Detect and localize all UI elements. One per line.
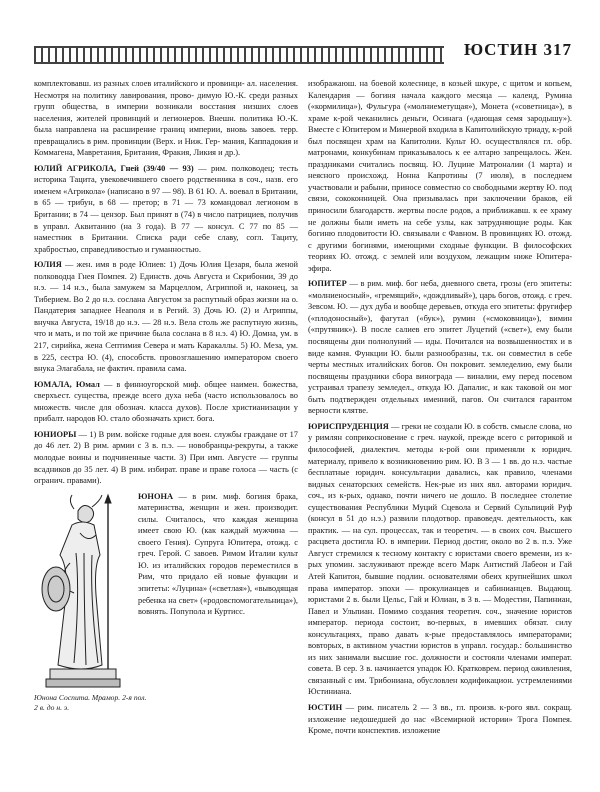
running-head: ЮСТИН 317 [464,40,572,59]
headword: ЮРИСПРУДЕНЦИЯ [308,421,389,431]
headword: ЮПИТЕР [308,279,347,289]
right-column [308,78,572,741]
entry-text: — рим. писатель 2 — 3 вв., гл. произв. к-рого явл. сокращ. изложение недошедшей до нас «Всемирной истории» Трога Помпея. Кроме, почти конспектив. изложение [308,702,572,736]
entry-text: — греки не создали Ю. в собств. смысле слова, но у римлян соприкосновение с греч. наукой, прежде всего с риторикой и философией, диалектич. методы к-рой они применяли к юридич. материалу, привело к возникновению рим. Ю. В 3 — 1 вв. до н.э. частые бесплатные юридич. консультации давались, как правило, членами видных сенаторских семейств. Нек-рые из них явл. авторами юридич. соч., из к-рых, однако, почти ничего не дошло. В последнее столетие существования Республики Муций Сцевола и Сервий Сульпиций Руф (консул в 51 до н.э.) развили плодотвор. правоведч. деятельность, как практик. — на сул. процессах, так и теоретич. — в своих соч. Высшего расцвета достигла Ю. в империи. Период достиг, около во 2 в. п.э. Уже Август стремился к тесному контакту с юристами своего времени, из к-рых упомин. заслуживают прежде всего Марк Антистий Лабеон и Гай Атей Капитон, бывшие подлин. основателями обеих крупнейших школ права император. эпохи — прокулианцев и сабинианцев. Выдающ. юристами 2 в. были Цельс, Гай и Юлиан, в 3 в. — Модестин, Папиниан, Павел и Ульпиан. Помимо создания теоретич. соч., значение юристов император. периода состоит, во-первых, в имевших обязат. силу консультациях, право давать к-рые предоставлялось императорами; вовторых, в активном участии юристов в управл. государ.: большинство из них занимали высшие гос. должности и состояли членами императ. совета. В сер. 3 в. начинается упадок Ю. Кратковрем. период оживления, связанный с им. Трибониана, обусловлен кодификацион. устремлениями Юстиниана. [308,421,572,697]
entry-text: — рим. полководец; тесть историка Тацита, увековечившего своего родственника в соч., назв. его именем «Агрикола» (написано в 97 — 98). В 61 Ю. А. воевал в Британии, в 65 — трибун, в 68 — претор; в 71 — 73 командовал легионом в Британии; в 74 — цензор. Был принят в (74) в число патрициев, получив в управл. Аквитанию (на 3 года). В 77 — консул. С 77 по 85 — наместник в Британии. Списка ради себе славу, согл. Тациту, храбростью, справедливостью и гуманностью. [34,163,299,254]
header-ornament [34,46,444,64]
entry-text: — в рим. миф. бог неба, дневного света, грозы (его эпитеты: «молниеносный», «гремящий», «дождливый»), царь богов, отожд. с греч. Зевсом. Ю. — дух дуба и вообще деревьев, откуда его эпитеты: фругифер («плодоносный»), фагутал («бук»), румин («смоковница»), вимин («прутяник»). В после салиев его эпитет Луцетий («свет»), ему были посвящены дни полнолуний — иды. Почитался на возвышенностях и в виде камня. Функции Ю. были разнообразны, т.к. он совместил в себе черты местных италийских богов. Он покровит. земледелию, ему были посвящены праздники сбора винограда — виналии, ему перед посевом устраивал трапезу земледел., откуда Ю. Дапалис, и как таковой он мог быть подтвержден отдельных именний, пагов. Он считался гарантом верности клятве. [308,279,572,416]
headword: ЮЛИЯ [34,260,62,270]
entry-yumala [34,379,298,425]
entry-text: — жен. имя в роде Юлиев: 1) Дочь Юлия Цезаря, была женой полководца Гнея Помпея. 2) Единств. дочь Августа и Скрибонии, 39 до н.э. — 14 н.э., была замужем за Марцеллом, Агриппой и, наконец, за Тиберием. Во 2 до н.э. сослана Августом за распутный образ жизни на о. Пандатерия западнее Неаполя и в Регий. 3) Дочь Ю. (2) и Агриппы, внучка Августа, 19/18 до н.э. — 28 н.э. Вела столь же распутную жизнь, что и мать, и по той же причине была сослана в 8 н.э. 4) Ю. Домна, ум. в 217, сирийка, жена Септимия Севера и мать Каракаллы. 5) Ю. Меза, ум. в 225, сестра Ю. (4), способств. провозглашению императором своего внука Элагабала, не фактич. правила сама. [34,260,298,374]
page-header [34,40,572,66]
entry-text: — 1) В рим. войске годные для воен. службы граждане от 17 до 46 лет. 2) В рим. армии с 3 в. п.э. — новобранцы-рекруты, а также молодые воины и подчиненные части. 3) При имп. Августе — группы всадников до 35 лет. 4) В рим. избират. праве и праве голоса — часть (с огранич. правами). [34,429,298,486]
entry-yuliya [34,259,298,374]
headword: ЮМАЛА, Юмал [34,379,100,389]
headword: ЮЛИЙ АГРИКОЛА, Гней (39/40 — 93) [34,163,194,173]
headword: ЮСТИН [308,702,343,712]
headword: ЮНОНА [138,491,174,501]
entry-yustin [308,702,572,737]
left-column [34,78,299,712]
continued-text: изображаюш. на боевой колеснице, в козьей шкуре, с щитом и копьем, Календария — богиня начала каждого месяца — календ, Румина («кормилица»), Фульгура («молниеметущая»), Монета («советница»), в храме к-рой чеканились деньги, Осинага («дающая семя зародышу»). Вместе с Юпитером и Минервой входила в Капитолийскую триаду, к-рой был посвящен храм на Капитолии. Культ Ю. осуществлялся гл. обр. матронами, конкубинам приказывалось к ее алтарю запрещалось. Жен. праздниками считались посвящ. Ю. Луцине Матроналии (1 марта) и неясного происхожд. Нонна Капротины (7 июля), в последнем участвовали и рабыни, приносе совместно со свободными жертву Ю. под связи, сококонницей. Она призывалась при заключении браков, ей приносили благодарств. жертвы после родов, а приближавш. к ее храму не должны были иметь на себе узлы, как затрудняющие роды. Как богиню плодовитости Ю. связывали с Фавном. В провинциях Ю. отожд. с другими богинями, имеющими сходные функции. В философских теориях Ю. отожд. с землей или воздухом, лежащим ниже Юпитера-эфира. [308,79,572,273]
headword: ЮНИОРЫ [34,429,77,439]
entry-yupiter [308,278,572,417]
entry-text: — в рим. миф. богиня брака, материнства, женщин и жен. производит. силы. Считалось, что каждая женщина имеет свою Ю. (как каждый мужчина — своего Гения). Супруга Юпитера, отожд. с греч. Герой. С завоев. Римом Италии культ Ю. из италийских городов переместился в Рим, что придало ей новые функции и эпитеты: «Луцина» («светлая»), «выводящая ребенка на свет» («родовспомогательница»), вовнять. Попупола и Куртисс. [138,491,298,617]
figure-caption: Юнона Соспита. Мрамор. 2-я пол. 2 в. до н. э. [34,692,147,712]
entry-yuliy-agrikola [34,163,298,255]
entry-yuniory [34,429,298,487]
juno-statue-illustration [34,493,130,693]
entry-text: — в финноугорской миф. общее наимен. божества, сверхъест. существа, прежде всего духа неба (часто использовалось во множеств. числе для обознач. класса духов). После христианизации у прибалт. народов Ю. стало обозначать христ. бога. [34,379,298,424]
continued-text: комплектовавш. из разных слоев италийского и провинци- ал. населения. Несмотря на политику лавирования, прово- димую Ю.-К. среди разных групп общества, в империи возникали восстания низших слоев населения, жителей провинций и легионеров. Внешн. политика Ю.-К. была направлена на расширение границ империи, вновь завоев. терр. превращались в рим. провинции (Верх. и Ниж. Гер- мания, Каппадокия и Коммагена, Мавретания, Британия, Фракия, Ликия и др.). [34,79,298,158]
entry-yurisprudentsiya [308,421,572,698]
